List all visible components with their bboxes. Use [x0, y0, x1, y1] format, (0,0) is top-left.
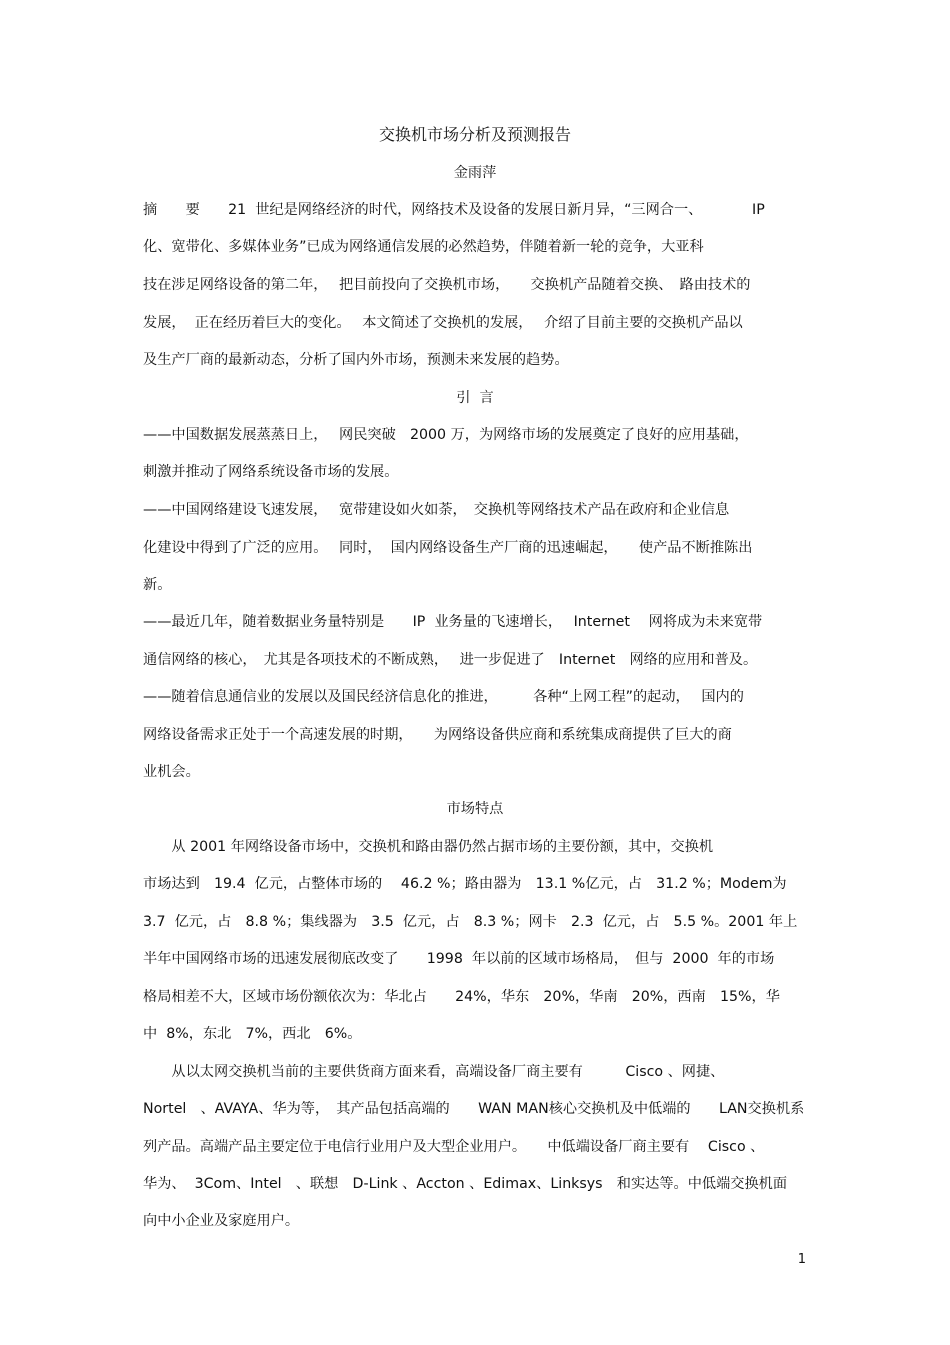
market-line: 半年中国网络市场的迅速发展彻底改变了 1998 年以前的区域市场格局， 但与 2000 年的市场 — [143, 951, 775, 967]
intro-line: ——中国数据发展蒸蒸日上， 网民突破 2000 万，为网络市场的发展奠定了良好的应用基础， — [143, 427, 749, 443]
intro-line: ——最近几年，随着数据业务量特别是 IP 业务量的飞速增长， Internet 网将成为未来宽带 — [143, 614, 763, 630]
document-title: 交换机市场分析及预测报告 — [378, 125, 571, 144]
market-line: 格局相差不大，区域市场份额依次为：华北占 24%，华东 20%，华南 20%，西南 15%，华 — [143, 989, 780, 1005]
market-heading: 市场特点 — [446, 801, 504, 817]
market-line: 市场达到 19.4 亿元，占整体市场的 46.2 %；路由器为 13.1 %亿元，占 31.2 %；Modem为 — [143, 876, 787, 892]
market-line: 列产品。高端产品主要定位于电信行业用户及大型企业用户。 中低端设备厂商主要有 Cisco 、 — [143, 1139, 765, 1155]
intro-line: ——随着信息通信业的发展以及国民经济信息化的推进， 各种“上网工程”的起动， 国内的 — [143, 689, 744, 705]
intro-line: 化建设中得到了广泛的应用。 同时， 国内网络设备生产厂商的迅速崛起， 使产品不断推陈出 — [143, 540, 753, 556]
market-line: 3.7 亿元，占 8.8 %；集线器为 3.5 亿元，占 8.3 %；网卡 2.3 亿元，占 5.5 %。2001 年上 — [143, 914, 798, 930]
intro-line: 网络设备需求正处于一个高速发展的时期， 为网络设备供应商和系统集成商提供了巨大的商 — [143, 727, 732, 743]
abstract-line: 化、宽带化、多媒体业务”已成为网络通信发展的必然趋势，伴随着新一轮的竞争，大亚科 — [143, 239, 704, 255]
market-line: 向中小企业及家庭用户。 — [143, 1213, 300, 1229]
market-line: 从 2001 年网络设备市场中，交换机和路由器仍然占据市场的主要份额，其中，交换机 — [143, 839, 714, 855]
abstract-line: 发展， 正在经历着巨大的变化。 本文简述了交换机的发展， 介绍了目前主要的交换机产品以 — [143, 315, 743, 331]
market-line: 中 8%，东北 7%，西北 6%。 — [143, 1026, 362, 1042]
abstract-line: 技在涉足网络设备的第二年， 把目前投向了交换机市场， 交换机产品随着交换、 路由技术的 — [143, 277, 751, 293]
intro-heading: 引 言 — [456, 390, 494, 406]
intro-line: 新。 — [143, 577, 172, 593]
intro-line: ——中国网络建设飞速发展， 宽带建设如火如荼， 交换机等网络技术产品在政府和企业信息 — [143, 502, 730, 518]
abstract-line: 及生产厂商的最新动态，分析了国内外市场，预测未来发展的趋势。 — [143, 352, 569, 368]
abstract-line: 摘 要 21 世纪是网络经济的时代，网络技术及设备的发展日新月异，“三网合一、 IP — [143, 202, 765, 218]
market-line: 从以太网交换机当前的主要供货商方面来看，高端设备厂商主要有 Cisco 、网捷、 — [143, 1064, 725, 1080]
market-line: Nortel 、AVAYA、华为等， 其产品包括高端的 WAN MAN核心交换机及中低端的 LAN交换机系 — [143, 1101, 805, 1117]
intro-line: 刺激并推动了网络系统设备市场的发展。 — [143, 464, 399, 480]
intro-line: 业机会。 — [143, 764, 200, 780]
page-number: 1 — [797, 1252, 806, 1267]
author-name: 金雨萍 — [453, 165, 497, 181]
market-line: 华为、 3Com、Intel 、联想 D-Link 、Accton 、Edimax、Linksys 和实达等。中低端交换机面 — [143, 1176, 788, 1192]
intro-line: 通信网络的核心， 尤其是各项技术的不断成熟， 进一步促进了 Internet 网络的应用和普及。 — [143, 652, 758, 668]
